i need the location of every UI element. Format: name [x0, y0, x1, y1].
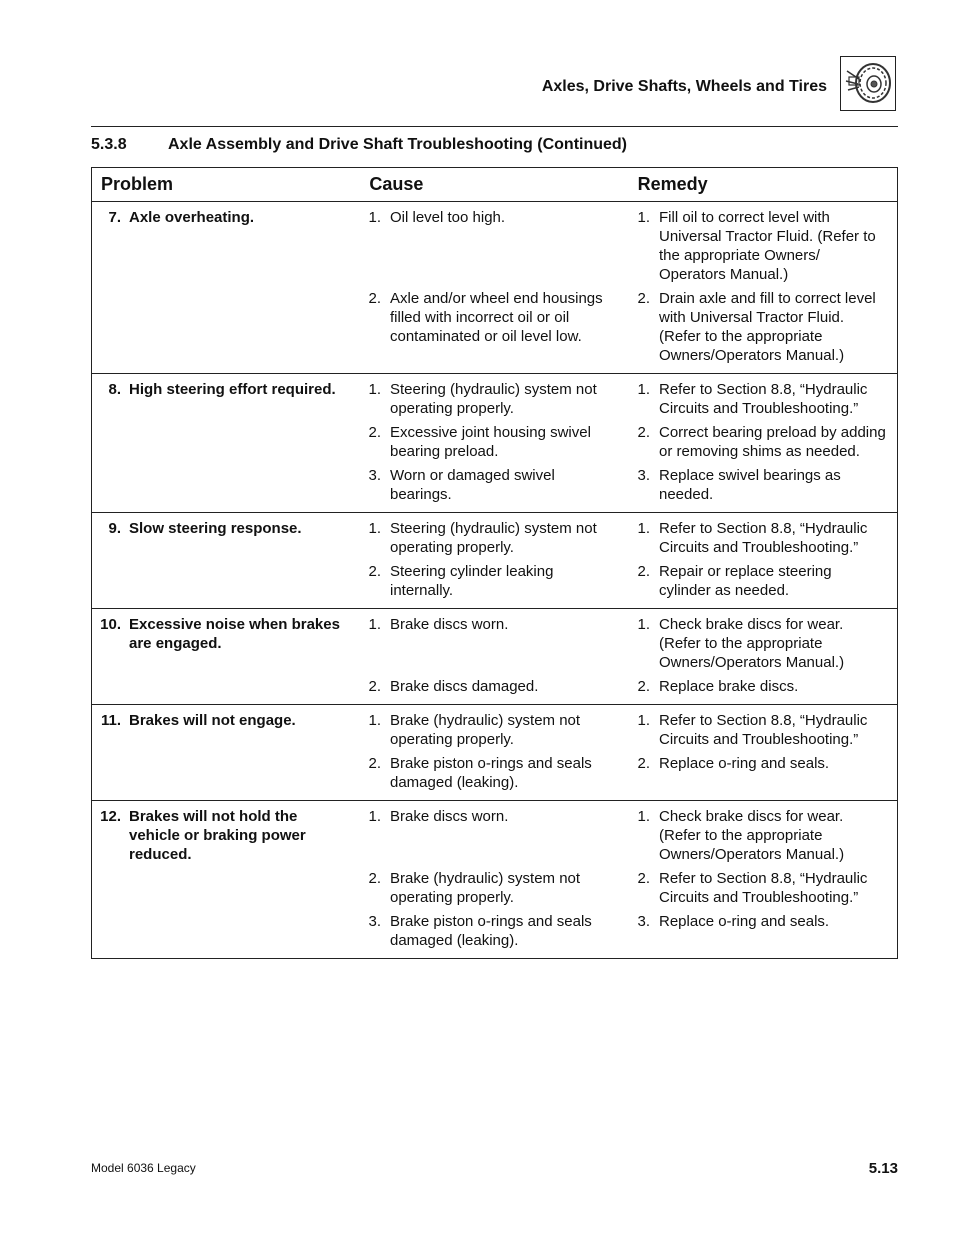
cause-item	[359, 466, 628, 504]
table-row	[92, 609, 897, 705]
cause-text: Brake (hydraulic) system not operating properly.	[390, 712, 581, 748]
remedy-number: 1.	[637, 616, 650, 633]
cause-remedy-pair	[359, 615, 897, 672]
problem-text: High steering effort required.	[129, 381, 336, 398]
remedy-text: Check brake discs for wear. (Refer to the appropriate Owners/Operators Manual.)	[659, 616, 845, 671]
cause-item	[359, 423, 628, 461]
remedy-number: 2.	[637, 290, 650, 307]
cause-text: Brake piston o-rings and seals damaged (leaking).	[390, 913, 592, 949]
cause-remedy-pair	[359, 807, 897, 864]
cause-number: 2.	[368, 678, 381, 695]
cause-text: Brake discs worn.	[390, 808, 509, 825]
cause-text: Brake discs worn.	[390, 616, 509, 633]
remedy-text: Check brake discs for wear. (Refer to the appropriate Owners/Operators Manual.)	[659, 808, 845, 863]
cause-text: Steering (hydraulic) system not operating properly.	[390, 381, 597, 417]
cause-text: Worn or damaged swivel bearings.	[390, 467, 555, 503]
header-logo	[840, 56, 896, 111]
cause-number: 2.	[368, 563, 381, 580]
cause-remedy-pair	[359, 519, 897, 557]
cause-item	[359, 807, 628, 864]
remedy-text: Refer to Section 8.8, “Hydraulic Circuits and Troubleshooting.”	[659, 381, 868, 417]
remedy-item	[628, 912, 897, 950]
cause-text: Brake piston o-rings and seals damaged (leaking).	[390, 755, 592, 791]
cause-remedy-pair	[359, 289, 897, 365]
table-row	[92, 801, 897, 958]
cause-item	[359, 912, 628, 950]
cause-remedy-pair	[359, 677, 897, 696]
cause-item	[359, 677, 628, 696]
cause-number: 1.	[368, 616, 381, 633]
table-row	[92, 513, 897, 609]
remedy-number: 3.	[637, 913, 650, 930]
header-rule	[91, 126, 898, 127]
cause-text: Steering (hydraulic) system not operating properly.	[390, 520, 597, 556]
cause-item	[359, 208, 628, 284]
cause-number: 2.	[368, 424, 381, 441]
problem-cell	[92, 615, 359, 696]
remedy-item	[628, 615, 897, 672]
remedy-text: Refer to Section 8.8, “Hydraulic Circuits and Troubleshooting.”	[659, 520, 868, 556]
problem-text: Brakes will not hold the vehicle or braking power reduced.	[129, 808, 306, 863]
problem-text: Axle overheating.	[129, 209, 255, 226]
problem-cell	[92, 208, 359, 365]
cause-remedy-pair	[359, 912, 897, 950]
cause-remedy-pair	[359, 466, 897, 504]
cause-number: 2.	[368, 755, 381, 772]
remedy-number: 1.	[637, 808, 650, 825]
cause-text: Brake discs damaged.	[390, 678, 539, 695]
cause-remedy-pair	[359, 754, 897, 792]
remedy-item	[628, 466, 897, 504]
cause-item	[359, 289, 628, 365]
footer-model: Model 6036 Legacy	[91, 1161, 196, 1175]
problem-number: 10.	[100, 616, 121, 633]
problem-text: Excessive noise when brakes are engaged.	[129, 616, 340, 652]
remedy-text: Correct bearing preload by adding or removing shims as needed.	[659, 424, 886, 460]
cause-remedy-list	[359, 711, 897, 792]
cause-number: 1.	[368, 712, 381, 729]
cause-item	[359, 754, 628, 792]
cause-remedy-list	[359, 615, 897, 696]
remedy-item	[628, 562, 897, 600]
section-number: 5.3.8	[91, 136, 127, 153]
cause-remedy-pair	[359, 380, 897, 418]
remedy-number: 2.	[637, 870, 650, 887]
problem-cell	[92, 380, 359, 504]
header-title: Axles, Drive Shafts, Wheels and Tires	[541, 78, 827, 95]
cause-number: 2.	[368, 290, 381, 307]
cause-text: Oil level too high.	[390, 209, 506, 226]
cause-number: 2.	[368, 870, 381, 887]
cause-number: 1.	[368, 520, 381, 537]
remedy-number: 1.	[637, 381, 650, 398]
remedy-text: Replace o-ring and seals.	[659, 913, 830, 930]
remedy-text: Fill oil to correct level with Universal Tractor Fluid. (Refer to the appropriate Owners/ Operators Manual.)	[659, 209, 876, 283]
problem-text: Slow steering response.	[129, 520, 302, 537]
problem-cell	[92, 711, 359, 792]
remedy-text: Replace swivel bearings as needed.	[659, 467, 841, 503]
cause-number: 1.	[368, 808, 381, 825]
cause-item	[359, 380, 628, 418]
cause-text: Steering cylinder leaking internally.	[390, 563, 554, 599]
cause-item	[359, 519, 628, 557]
problem-number: 11.	[100, 712, 121, 729]
column-header-cause: Cause	[369, 174, 424, 194]
remedy-number: 1.	[637, 209, 650, 226]
remedy-number: 2.	[637, 755, 650, 772]
table-row	[92, 705, 897, 801]
cause-item	[359, 562, 628, 600]
table-row	[92, 202, 897, 374]
problem-number: 12.	[100, 808, 121, 825]
remedy-text: Refer to Section 8.8, “Hydraulic Circuits and Troubleshooting.”	[659, 870, 868, 906]
cause-item	[359, 711, 628, 749]
remedy-number: 2.	[637, 678, 650, 695]
cause-remedy-pair	[359, 423, 897, 461]
section-title	[91, 136, 627, 154]
cause-item	[359, 615, 628, 672]
remedy-text: Replace brake discs.	[659, 678, 799, 695]
cause-number: 3.	[368, 467, 381, 484]
remedy-item	[628, 519, 897, 557]
section-heading: Axle Assembly and Drive Shaft Troubleshooting (Continued)	[168, 136, 628, 153]
remedy-item	[628, 423, 897, 461]
cause-number: 1.	[368, 209, 381, 226]
problem-cell	[92, 519, 359, 600]
remedy-text: Replace o-ring and seals.	[659, 755, 830, 772]
remedy-item	[628, 869, 897, 907]
problem-cell	[92, 807, 359, 950]
remedy-item	[628, 208, 897, 284]
cause-remedy-pair	[359, 869, 897, 907]
remedy-text: Refer to Section 8.8, “Hydraulic Circuits and Troubleshooting.”	[659, 712, 868, 748]
remedy-number: 1.	[637, 712, 650, 729]
remedy-item	[628, 289, 897, 365]
footer-page-number: 5.13	[868, 1160, 898, 1177]
column-header-remedy: Remedy	[637, 174, 708, 194]
table-body	[92, 202, 897, 958]
cause-number: 1.	[368, 381, 381, 398]
problem-number: 7.	[108, 209, 121, 226]
problem-text: Brakes will not engage.	[129, 712, 296, 729]
problem-number: 9.	[108, 520, 121, 537]
problem-number: 8.	[108, 381, 121, 398]
cause-remedy-pair	[359, 711, 897, 749]
table-row	[92, 374, 897, 513]
remedy-number: 2.	[637, 424, 650, 441]
cause-remedy-pair	[359, 208, 897, 284]
remedy-number: 2.	[637, 563, 650, 580]
remedy-item	[628, 754, 897, 792]
cause-number: 3.	[368, 913, 381, 930]
remedy-item	[628, 807, 897, 864]
wheel-tire-icon	[841, 57, 895, 110]
cause-remedy-list	[359, 380, 897, 504]
cause-text: Brake (hydraulic) system not operating properly.	[390, 870, 581, 906]
column-header-problem: Problem	[101, 174, 174, 194]
table-header	[92, 168, 897, 202]
cause-remedy-pair	[359, 562, 897, 600]
remedy-text: Drain axle and fill to correct level with Universal Tractor Fluid. (Refer to the appropriate Owners/Operators Manual.)	[659, 290, 876, 364]
cause-item	[359, 869, 628, 907]
remedy-text: Repair or replace steering cylinder as needed.	[659, 563, 832, 599]
cause-remedy-list	[359, 519, 897, 600]
remedy-item	[628, 711, 897, 749]
cause-text: Excessive joint housing swivel bearing preload.	[390, 424, 591, 460]
cause-remedy-list	[359, 208, 897, 365]
cause-remedy-list	[359, 807, 897, 950]
remedy-item	[628, 380, 897, 418]
troubleshooting-table	[91, 167, 898, 959]
remedy-number: 1.	[637, 520, 650, 537]
remedy-number: 3.	[637, 467, 650, 484]
remedy-item	[628, 677, 897, 696]
cause-text: Axle and/or wheel end housings filled with incorrect oil or oil contaminated or oil level low.	[390, 290, 603, 345]
